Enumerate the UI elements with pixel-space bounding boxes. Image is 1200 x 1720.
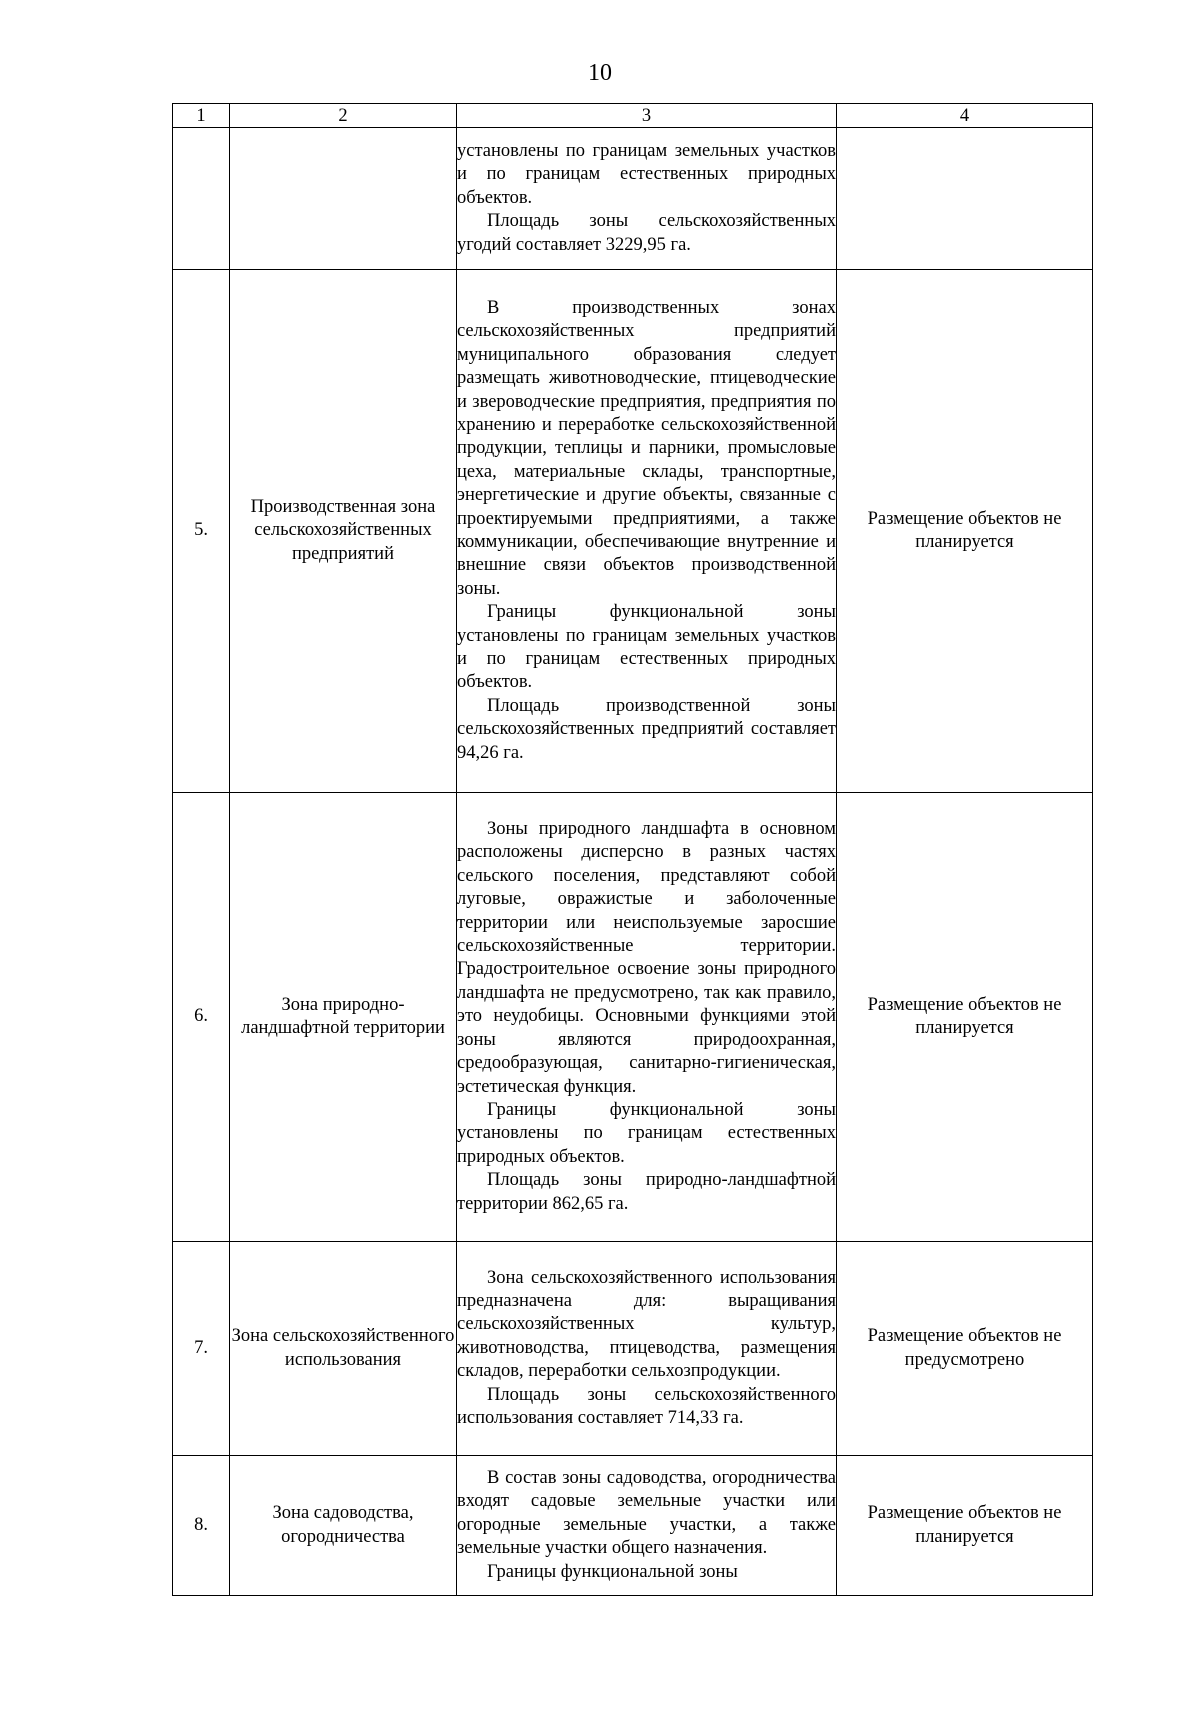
planned-objects: Размещение объектов не планируется	[837, 1456, 1093, 1596]
row-number: 5.	[173, 270, 230, 793]
description-paragraph: Зоны природного ландшафта в основном расположены дисперсно в разных частях сельского поселения, представляют собой луговые, овражистые и заболоченные территории или неиспользуемые заросшие сельскохозяйственные территории. Градостроительное освоение зоны природного ландшафта не предусмотрено, так как правило, это неудобицы. Основными функциями этой зоны являются природоохранная, средообразующая, санитарно-гигиеническая, эстетическая функция.	[457, 819, 836, 1097]
description-paragraph: Площадь зоны сельскохозяйственных угодий составляет 3229,95 га.	[457, 211, 836, 255]
row-number: 8.	[173, 1456, 230, 1596]
description-paragraph: Зона сельскохозяйственного использования предназначена для: выращивания сельскохозяйственных культур, животноводства, птицеводства, размещения складов, переработки сельхозпродукции.	[457, 1267, 836, 1382]
zone-name: Зона сельскохозяйственного использования	[230, 1242, 457, 1456]
zone-name: Зона природно-ландшафтной территории	[230, 793, 457, 1242]
zone-description	[457, 1456, 837, 1596]
description-paragraph: Границы функциональной зоны установлены по границам естественных природных объектов.	[457, 1099, 836, 1167]
table-row	[173, 1456, 1093, 1596]
row-number: 6.	[173, 793, 230, 1242]
zone-description	[457, 1242, 837, 1456]
description-paragraph: Границы функциональной зоны	[487, 1561, 738, 1582]
table-header-row	[173, 104, 1093, 128]
zone-name: Производственная зона сельскохозяйственных предприятий	[230, 270, 457, 793]
column-header: 3	[457, 104, 837, 128]
description-paragraph: установлены по границам земельных участков и по границам естественных природных объектов.	[457, 140, 836, 208]
table-row	[173, 270, 1093, 793]
zone-description	[457, 793, 837, 1242]
description-paragraph: В производственных зонах сельскохозяйственных предприятий муниципального образования следует размещать животноводческие, птицеводческие и звероводческие предприятия, предприятия по хранению и переработке сельскохозяйственной продукции, теплицы и парники, промысловые цеха, материальные склады, транспортные, энергетические и другие объекты, связанные с проектируемыми предприятиями, а также коммуникации, обеспечивающие внутренние и внешние связи объектов производственной зоны.	[457, 297, 836, 599]
description-paragraph: Площадь зоны сельскохозяйственного использования составляет 714,33 га.	[457, 1384, 836, 1429]
page-number: 10	[588, 60, 612, 86]
zone-description	[457, 128, 837, 270]
zone-name	[230, 128, 457, 270]
description-paragraph: Площадь зоны природно-ландшафтной территории 862,65 га.	[457, 1170, 836, 1214]
column-header: 1	[173, 104, 230, 128]
zones-table	[172, 103, 1093, 1596]
column-header: 4	[837, 104, 1093, 128]
planned-objects	[837, 128, 1093, 270]
table-row	[173, 128, 1093, 270]
planned-objects: Размещение объектов не планируется	[837, 270, 1093, 793]
description-paragraph: Границы функциональной зоны установлены по границам земельных участков и по границам естественных природных объектов.	[457, 602, 836, 693]
column-header: 2	[230, 104, 457, 128]
zone-description	[457, 270, 837, 793]
planned-objects: Размещение объектов не предусмотрено	[837, 1242, 1093, 1456]
zone-name: Зона садоводства, огородничества	[230, 1456, 457, 1596]
description-paragraph: В состав зоны садоводства, огородничества входят садовые земельные участки или огородные земельные участки, а также земельные участки общего назначения.	[457, 1467, 836, 1559]
description-paragraph: Площадь производственной зоны сельскохозяйственных предприятий составляет 94,26 га.	[457, 695, 836, 763]
planned-objects: Размещение объектов не планируется	[837, 793, 1093, 1242]
table-row	[173, 1242, 1093, 1456]
row-number: 7.	[173, 1242, 230, 1456]
table-row	[173, 793, 1093, 1242]
row-number	[173, 128, 230, 270]
